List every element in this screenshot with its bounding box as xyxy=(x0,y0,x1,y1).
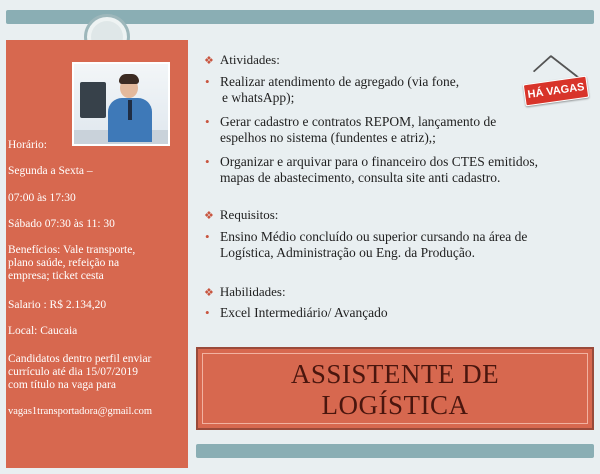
bullet-dot-icon: • xyxy=(205,114,210,129)
location: Local: Caucaia xyxy=(8,325,78,337)
requirements-heading xyxy=(204,207,278,223)
tie-graphic xyxy=(128,100,132,120)
activity-line: espelhos no sistema (fundentes e atriz),; xyxy=(220,130,436,145)
job-title-box xyxy=(196,347,594,430)
office-worker-photo xyxy=(72,62,170,146)
diamond-bullet-icon: ❖ xyxy=(204,55,214,67)
person-hair-graphic xyxy=(119,74,139,84)
requirement-line: Ensino Médio concluído ou superior cursando na área de xyxy=(220,229,528,244)
contact-email: vagas1transportadora@gmail.com xyxy=(8,406,153,417)
saturday-hours: Sábado 07:30 às 11: 30 xyxy=(8,218,115,230)
activity-line: mapas de abastecimento, consulta site anti cadastro. xyxy=(220,170,501,185)
diamond-bullet-icon: ❖ xyxy=(204,287,214,299)
work-days: Segunda a Sexta – xyxy=(8,165,93,177)
skills-heading-text: Habilidades: xyxy=(219,284,286,299)
activity-line: Gerar cadastro e contratos REPOM, lançamento de xyxy=(220,114,497,129)
monitor-graphic xyxy=(80,82,106,118)
benefits-line-3: empresa; ticket cesta xyxy=(8,270,104,282)
job-title-line-1: ASSISTENTE DE xyxy=(290,359,500,389)
bullet-dot-icon: • xyxy=(205,74,210,89)
activity-line: Organizar e arquivar para o financeiro dos CTES emitidos, xyxy=(220,154,539,169)
vacancy-badge: HÁ VAGAS xyxy=(523,76,589,107)
weekday-hours: 07:00 às 17:30 xyxy=(8,192,76,204)
bullet-dot-icon: • xyxy=(205,154,210,169)
bullet-dot-icon: • xyxy=(205,305,210,320)
bullet-dot-icon: • xyxy=(205,229,210,244)
requirement-line: Logística, Administração ou Eng. da Produção. xyxy=(220,245,475,260)
requirements-heading-text: Requisitos: xyxy=(219,207,279,222)
skill-line: Excel Intermediário/ Avançado xyxy=(220,305,388,320)
activity-line: Realizar atendimento de agregado (via fone, xyxy=(220,74,460,89)
salary: Salario : R$ 2.134,20 xyxy=(8,299,107,311)
benefits-line-1: Benefícios: Vale transporte, xyxy=(8,244,136,256)
candidates-line-3: com título na vaga para xyxy=(8,379,116,391)
bottom-decorative-bar xyxy=(196,444,594,458)
horario-label: Horário: xyxy=(8,139,47,151)
skill-item xyxy=(205,305,388,321)
activity-item xyxy=(205,154,539,186)
activities-heading xyxy=(204,52,280,68)
candidates-line-1: Candidatos dentro perfil enviar xyxy=(8,353,152,365)
activities-heading-text: Atividades: xyxy=(219,52,280,67)
candidates-line-2: currículo até dia 15/07/2019 xyxy=(8,366,138,378)
diamond-bullet-icon: ❖ xyxy=(204,210,214,222)
activity-line: e whatsApp); xyxy=(222,90,295,105)
requirement-item xyxy=(205,229,528,261)
benefits-line-2: plano saúde, refeição na xyxy=(8,257,120,269)
job-title-line-2: LOGÍSTICA xyxy=(321,390,469,420)
skills-heading xyxy=(204,284,286,300)
activity-item xyxy=(205,74,460,106)
activity-item xyxy=(205,114,497,146)
